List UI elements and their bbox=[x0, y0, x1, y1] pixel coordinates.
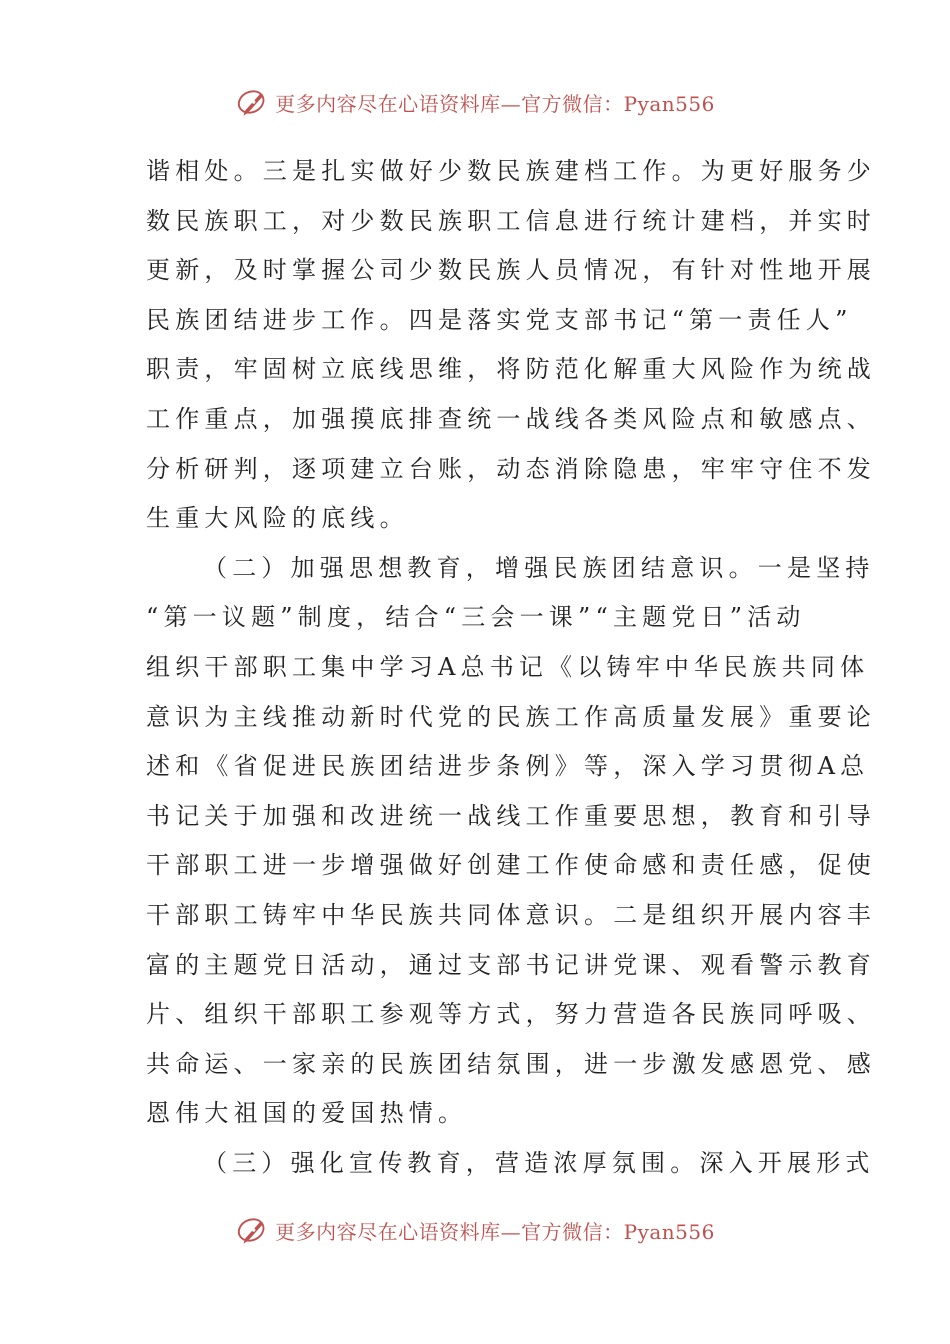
text-line: （三）强化宣传教育，营造浓厚氛围。深入开展形式 bbox=[203, 1148, 875, 1177]
text-line: 共命运、一家亲的民族团结氛围，进一步激发感恩党、感 bbox=[146, 1049, 876, 1078]
text-line: 民族团结进步工作。四是落实党支部书记“第一责任人” bbox=[146, 305, 853, 334]
text-line: 谐相处。三是扎实做好少数民族建档工作。为更好服务少 bbox=[146, 157, 876, 185]
pen-logo-icon bbox=[235, 1213, 269, 1247]
text-line: 恩伟大祖国的爱国热情。 bbox=[146, 1099, 468, 1128]
text-line: 干部职工铸牢中华民族共同体意识。二是组织开展内容丰 bbox=[146, 900, 876, 929]
text-line: 生重大风险的底线。 bbox=[146, 504, 409, 533]
watermark-text: 更多内容尽在心语资料库—官方微信：Pyan556 bbox=[275, 91, 715, 116]
text-line: 片、组织干部职工参观等方式，努力营造各民族同呼吸、 bbox=[146, 1000, 876, 1029]
document-body bbox=[146, 147, 876, 1188]
text-line: 富的主题党日活动，通过支部书记讲党课、观看警示教育 bbox=[146, 950, 876, 979]
text-line: 意识为主线推动新时代党的民族工作高质量发展》重要论 bbox=[146, 702, 876, 731]
text-line: 组织干部职工集中学习A总书记《以铸牢中华民族共同体 bbox=[146, 652, 870, 681]
watermark-banner-top bbox=[0, 82, 950, 122]
watermark-banner-bottom bbox=[0, 1210, 950, 1250]
text-line: 工作重点，加强摸底排查统一战线各类风险点和敏感点、 bbox=[146, 404, 876, 433]
text-line: 书记关于加强和改进统一战线工作重要思想，教育和引导 bbox=[146, 801, 876, 830]
text-line: （二）加强思想教育，增强民族团结意识。一是坚持 bbox=[203, 553, 875, 582]
text-line: 述和《省促进民族团结进步条例》等，深入学习贯彻A总 bbox=[146, 752, 870, 781]
watermark-text: 更多内容尽在心语资料库—官方微信：Pyan556 bbox=[275, 1219, 715, 1244]
pen-logo-icon bbox=[235, 85, 269, 119]
text-line: “第一议题”制度，结合“三会一课”“主题党日”活动 bbox=[146, 603, 806, 632]
text-line: 更新，及时掌握公司少数民族人员情况，有针对性地开展 bbox=[146, 256, 876, 285]
text-line: 职责，牢固树立底线思维，将防范化解重大风险作为统战 bbox=[146, 355, 876, 384]
text-line: 分析研判，逐项建立台账，动态消除隐患，牢牢守住不发 bbox=[146, 454, 876, 483]
text-line: 数民族职工，对少数民族职工信息进行统计建档，并实时 bbox=[146, 206, 876, 235]
text-line: 干部职工进一步增强做好创建工作使命感和责任感，促使 bbox=[146, 851, 876, 880]
